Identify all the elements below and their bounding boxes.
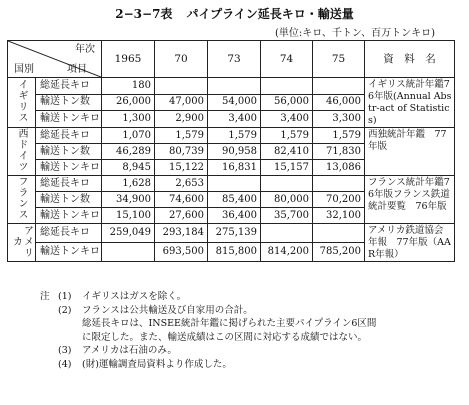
source-cell: フランス統計年鑑76年版フランス鉄道統計要覧 76年版 [365,176,455,224]
item-cell: 総延長キロ [36,78,102,95]
header-country-label: 国別 [14,64,34,75]
value-cell: 1,070 [102,128,155,144]
country-cell [8,224,36,262]
value-cell: 46,289 [102,144,155,160]
value-cell [313,176,365,192]
value-cell: 180 [102,78,155,95]
table-row [8,128,455,144]
item-cell: 輸送トンキロ [36,160,102,176]
value-cell [261,224,313,243]
value-cell: 54,000 [208,94,261,111]
note-item: (2) フランスは公共輸送及び自家用の合計。 [58,304,253,316]
value-cell: 15,157 [261,160,313,176]
value-cell: 16,831 [208,160,261,176]
value-cell [261,78,313,95]
value-cell: 1,300 [102,111,155,128]
table-body [8,78,455,262]
country-cell [8,78,36,128]
value-cell [261,176,313,192]
notes-label: 注 [40,291,50,302]
country-name: アメリカ [10,224,33,258]
value-cell: 32,100 [313,208,365,224]
country-name: イギリス [16,79,27,123]
value-cell: 1,579 [313,128,365,144]
value-cell: 13,086 [313,160,365,176]
note-continuation: 総延長キロは、INSEE統計年鑑に掲げられた主要パイプライン6区間 [82,318,377,330]
country-name: フランス [16,176,27,220]
notes [40,290,376,372]
value-cell [102,243,155,262]
value-cell: 27,600 [155,208,208,224]
header-year: 70 [155,41,208,78]
item-cell: 輸送トン数 [36,94,102,111]
value-cell [208,78,261,95]
country-cell [8,128,36,176]
value-cell: 90,958 [208,144,261,160]
value-cell: 80,000 [261,192,313,208]
header-year: 74 [261,41,313,78]
header-year: 75 [313,41,365,78]
value-cell: 15,100 [102,208,155,224]
note-item: (3) アメリカは石油のみ。 [58,345,177,357]
value-cell: 46,000 [313,94,365,111]
value-cell: 1,579 [261,128,313,144]
note-continuation: に限定した。また、輸送成績はこの区間に対応する成績ではない。 [82,331,368,343]
value-cell: 70,200 [313,192,365,208]
value-cell: 82,410 [261,144,313,160]
value-cell: 2,900 [155,111,208,128]
value-cell [313,78,365,95]
value-cell [155,78,208,95]
value-cell: 74,600 [155,192,208,208]
item-cell: 総延長キロ [36,128,102,144]
value-cell: 56,000 [261,94,313,111]
header-corner [8,41,102,78]
value-cell: 15,122 [155,160,208,176]
table-number: 2−3−7表 [115,7,173,21]
item-cell: 輸送トン数 [36,144,102,160]
value-cell: 34,900 [102,192,155,208]
value-cell: 275,139 [208,224,261,243]
note-item: 注 (1) イギリスはガスを除く。 [40,291,187,302]
value-cell: 8,945 [102,160,155,176]
value-cell: 815,800 [208,243,261,262]
header-year: 1965 [102,41,155,78]
value-cell: 293,184 [155,224,208,243]
header-year: 73 [208,41,261,78]
country-cell [8,176,36,224]
header-year-label: 年次 [75,44,95,55]
pipeline-table [7,40,455,262]
value-cell [313,224,365,243]
source-cell: イギリス統計年鑑76年版(Annual Abstr-act of Statistics) [365,78,455,128]
value-cell: 693,500 [155,243,208,262]
value-cell: 36,400 [208,208,261,224]
item-cell: 輸送トン数 [36,192,102,208]
header-source: 資 料 名 [365,41,455,78]
value-cell [208,176,261,192]
value-cell: 47,000 [155,94,208,111]
value-cell: 1,579 [208,128,261,144]
value-cell: 3,400 [261,111,313,128]
value-cell: 3,300 [313,111,365,128]
item-cell: 総延長キロ [36,224,102,243]
table-row [8,176,455,192]
note-item: (4) (財)運輸調査局資料より作成した。 [58,358,232,370]
value-cell: 785,200 [313,243,365,262]
value-cell: 2,653 [155,176,208,192]
item-cell: 総延長キロ [36,176,102,192]
item-cell: 輸送トンキロ [36,208,102,224]
item-cell: 輸送トンキロ [36,111,102,128]
value-cell: 1,628 [102,176,155,192]
table-title-text: パイプライン延長キロ・輸送量 [186,7,354,21]
value-cell: 814,200 [261,243,313,262]
value-cell: 259,049 [102,224,155,243]
value-cell: 26,000 [102,94,155,111]
source-cell: アメリカ鉄道協会年報 77年版（AAR年報） [365,224,455,262]
unit-note: (単位:キロ、千トン、百万トンキロ) [275,28,435,39]
value-cell: 3,400 [208,111,261,128]
value-cell: 80,739 [155,144,208,160]
table-title [0,5,469,22]
country-name: 西ドイツ [16,128,27,172]
value-cell: 85,400 [208,192,261,208]
source-cell: 西独統計年鑑 77年版 [365,128,455,176]
value-cell: 35,700 [261,208,313,224]
table-row [8,78,455,95]
table-row [8,224,455,243]
item-cell: 輸送トンキロ [36,243,102,262]
value-cell: 1,579 [155,128,208,144]
value-cell: 71,830 [313,144,365,160]
header-item-label: 項目 [67,64,87,75]
